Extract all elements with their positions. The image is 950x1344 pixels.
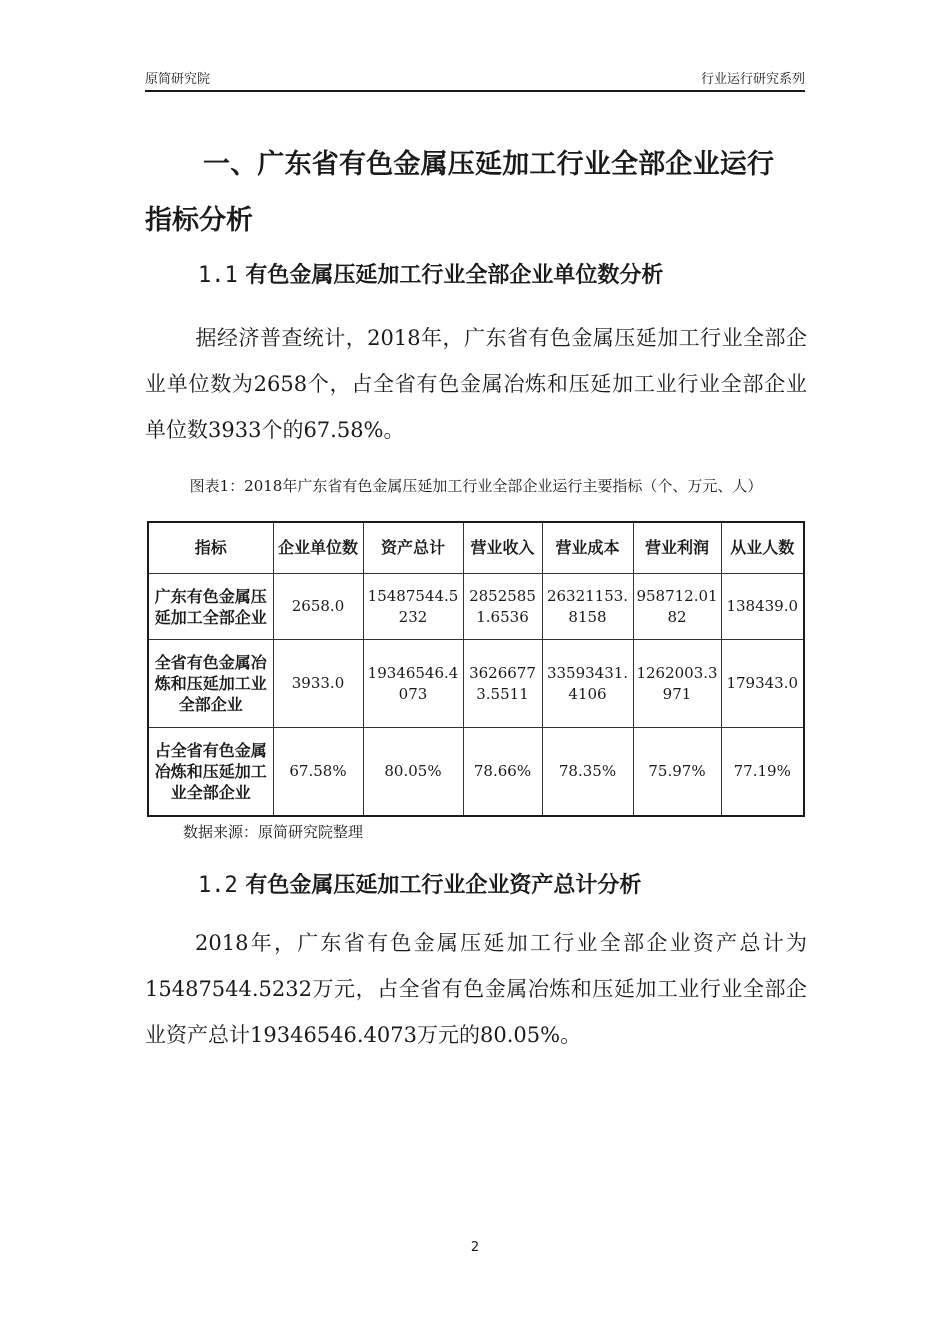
table-header-row <box>148 522 804 574</box>
cell-employees: 77.19% <box>721 728 804 816</box>
cell-profit: 1262003.3971 <box>633 640 721 728</box>
cell-cost: 26321153.8158 <box>542 574 633 640</box>
cell-employees: 179343.0 <box>721 640 804 728</box>
header-employees: 从业人数 <box>721 522 804 574</box>
page-header <box>145 66 805 92</box>
cell-unit-count: 67.58% <box>273 728 363 816</box>
section-1-1-title: 有色金属压延加工行业全部企业单位数分析 <box>245 263 664 288</box>
header-org-name: 原简研究院 <box>145 72 211 87</box>
cell-cost: 33593431.4106 <box>542 640 633 728</box>
cell-profit: 75.97% <box>633 728 721 816</box>
table-row <box>148 574 804 640</box>
section-1-2-text: 2018年，广东省有色金属压延加工行业全部企业资产总计为15487544.5232万元，占全省有色金属冶炼和压延加工业行业全部企业资产总计19346546.4073万元的80.05%。 <box>145 931 807 1047</box>
indicators-table <box>147 521 805 817</box>
section-1-1-paragraph <box>145 315 807 453</box>
section-1-title <box>145 137 810 249</box>
table-source-note: 数据来源：原简研究院整理 <box>183 823 364 841</box>
row-label: 广东有色金属压延加工全部企业 <box>148 574 273 640</box>
row-label: 全省有色金属冶炼和压延加工业全部企业 <box>148 640 273 728</box>
table-row <box>148 640 804 728</box>
cell-revenue: 78.66% <box>463 728 542 816</box>
section-1-2-number: 1.2 <box>198 873 238 898</box>
section-1-2-heading <box>198 868 641 899</box>
section-1-1-heading <box>198 258 663 289</box>
page-number: 2 <box>470 1240 480 1255</box>
header-series-name: 行业运行研究系列 <box>700 72 805 87</box>
row-label: 占全省有色金属冶炼和压延加工业全部企业 <box>148 728 273 816</box>
table-row <box>148 728 804 816</box>
table-caption: 图表1：2018年广东省有色金属压延加工行业全部企业运行主要指标（个、万元、人） <box>189 477 763 495</box>
section-1-1-number: 1.1 <box>198 263 238 288</box>
section-1-2-title: 有色金属压延加工行业企业资产总计分析 <box>245 873 642 898</box>
cell-profit: 958712.0182 <box>633 574 721 640</box>
cell-total-assets: 19346546.4073 <box>363 640 463 728</box>
cell-unit-count: 3933.0 <box>273 640 363 728</box>
header-cost: 营业成本 <box>542 522 633 574</box>
cell-revenue: 28525851.6536 <box>463 574 542 640</box>
section-1-title-line1: 一、广东省有色金属压延加工行业全部企业运行 <box>203 149 775 180</box>
cell-total-assets: 15487544.5232 <box>363 574 463 640</box>
header-revenue: 营业收入 <box>463 522 542 574</box>
section-1-1-text: 据经济普查统计，2018年，广东省有色金属压延加工行业全部企业单位数为2658个，占全省有色金属冶炼和压延加工业行业全部企业单位数3933个的67.58%。 <box>145 326 807 442</box>
header-indicator: 指标 <box>148 522 273 574</box>
cell-unit-count: 2658.0 <box>273 574 363 640</box>
header-unit-count: 企业单位数 <box>273 522 363 574</box>
cell-revenue: 36266773.5511 <box>463 640 542 728</box>
section-1-2-paragraph <box>145 920 807 1058</box>
header-total-assets: 资产总计 <box>363 522 463 574</box>
cell-cost: 78.35% <box>542 728 633 816</box>
cell-total-assets: 80.05% <box>363 728 463 816</box>
cell-employees: 138439.0 <box>721 574 804 640</box>
header-profit: 营业利润 <box>633 522 721 574</box>
section-1-title-line2: 指标分析 <box>145 205 253 236</box>
